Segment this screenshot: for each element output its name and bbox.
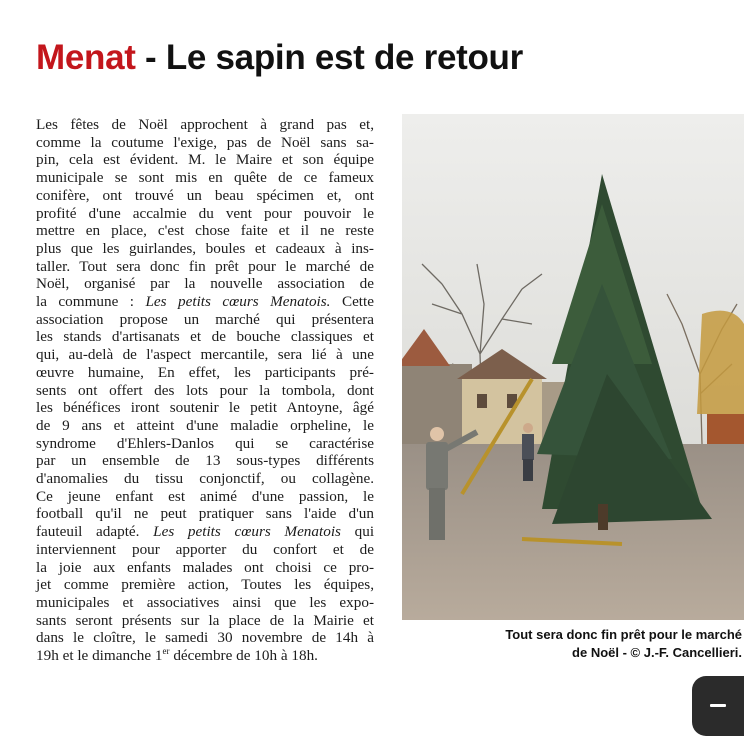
- article-line: profité d'une accalmie du vent pour pouvoir le: [36, 204, 374, 222]
- article-line-text: Cette: [341, 293, 374, 311]
- article-line: [36, 523, 374, 541]
- article-line: la joie aux enfants malades ont choisi ce pro-: [36, 558, 374, 576]
- caption-line: de Noël - © J.-F. Cancellieri.: [572, 645, 742, 660]
- article-body: [36, 116, 374, 665]
- article-line: pin, cela est évident. M. le Maire et son équipe: [36, 151, 374, 169]
- article-line: Ce jeune enfant est animé d'une passion, le: [36, 487, 374, 505]
- article-line: conifère, ont trouvé un beau spécimen et, ont: [36, 186, 374, 204]
- article-line: par un ensemble de 13 sous-types différents: [36, 452, 374, 470]
- article-line: dans le cloître, le samedi 30 novembre de 14h à: [36, 629, 374, 647]
- article-line-text: la commune :: [36, 293, 134, 311]
- headline-town: Menat: [36, 38, 136, 77]
- article-photo: [402, 114, 744, 620]
- article-line: municipale se sont mis en quête de ce fameux: [36, 169, 374, 187]
- article-line: comme la coutume l'exige, pas de Noël sans sa-: [36, 133, 374, 151]
- article-line: les stands d'artisanats et de bouche classiques et: [36, 328, 374, 346]
- article-line: [36, 293, 374, 311]
- article-line: jet comme première action, Toutes les équipes,: [36, 576, 374, 594]
- article-line: œuvre humaine, En effet, les participants pré-: [36, 363, 374, 381]
- article-line: Noël, organisé par la nouvelle association de: [36, 275, 374, 293]
- article-line: municipales et associatives ainsi que les expo-: [36, 593, 374, 611]
- article-line: de 9 ans et atteint d'une maladie orpheline, le: [36, 416, 374, 434]
- headline-separator: -: [135, 38, 166, 77]
- article-line-text: décembre de 10h à 18h.: [169, 647, 318, 665]
- article-line: association propose un marché qui présentera: [36, 310, 374, 328]
- association-name: Les petits cœurs Menatois.: [145, 293, 331, 311]
- article-line: plus que les guirlandes, boules et cadeaux à ins-: [36, 239, 374, 257]
- article-line-text: qui: [354, 523, 375, 541]
- article-line: taller. Tout sera donc fin prêt pour le marché de: [36, 257, 374, 275]
- article-line: [36, 647, 374, 665]
- collapse-button[interactable]: [692, 676, 744, 736]
- photo-caption: [402, 626, 742, 662]
- article-line: Les fêtes de Noël approchent à grand pas et,: [36, 116, 374, 133]
- autumn-tree: [697, 311, 744, 414]
- photo-scene: [402, 114, 744, 620]
- article-line: mettre en place, c'est chose faite et il ne reste: [36, 222, 374, 240]
- article-line-text: fauteuil adapté.: [36, 523, 140, 541]
- article-line: syndrome d'Ehlers-Danlos qui se caractérise: [36, 434, 374, 452]
- article-line: qui, au-delà de l'aspect mercantile, sera lié à une: [36, 346, 374, 364]
- article-line-text: 19h et le dimanche 1: [36, 647, 163, 665]
- headline: [36, 36, 523, 80]
- article-line: les bénéfices iront soutenir le petit Antoyne, âgé: [36, 399, 374, 417]
- article-line: sants seront présents sur la place de la Mairie et: [36, 611, 374, 629]
- article-line: interviennent pour apporter du confort et de: [36, 540, 374, 558]
- caption-line: Tout sera donc fin prêt pour le marché: [505, 627, 742, 642]
- ordinal-suffix: er: [162, 646, 170, 657]
- minus-icon: [710, 704, 726, 707]
- article-line: football qu'il ne peut pratiquer sans l'aide d'un: [36, 505, 374, 523]
- headline-title: Le sapin est de retour: [165, 38, 523, 77]
- association-name: Les petits cœurs Menatois: [153, 523, 341, 541]
- article-line: sents ont offert des lots pour la tombola, dont: [36, 381, 374, 399]
- article-line: d'anomalies du tissu conjonctif, ou collagène.: [36, 470, 374, 488]
